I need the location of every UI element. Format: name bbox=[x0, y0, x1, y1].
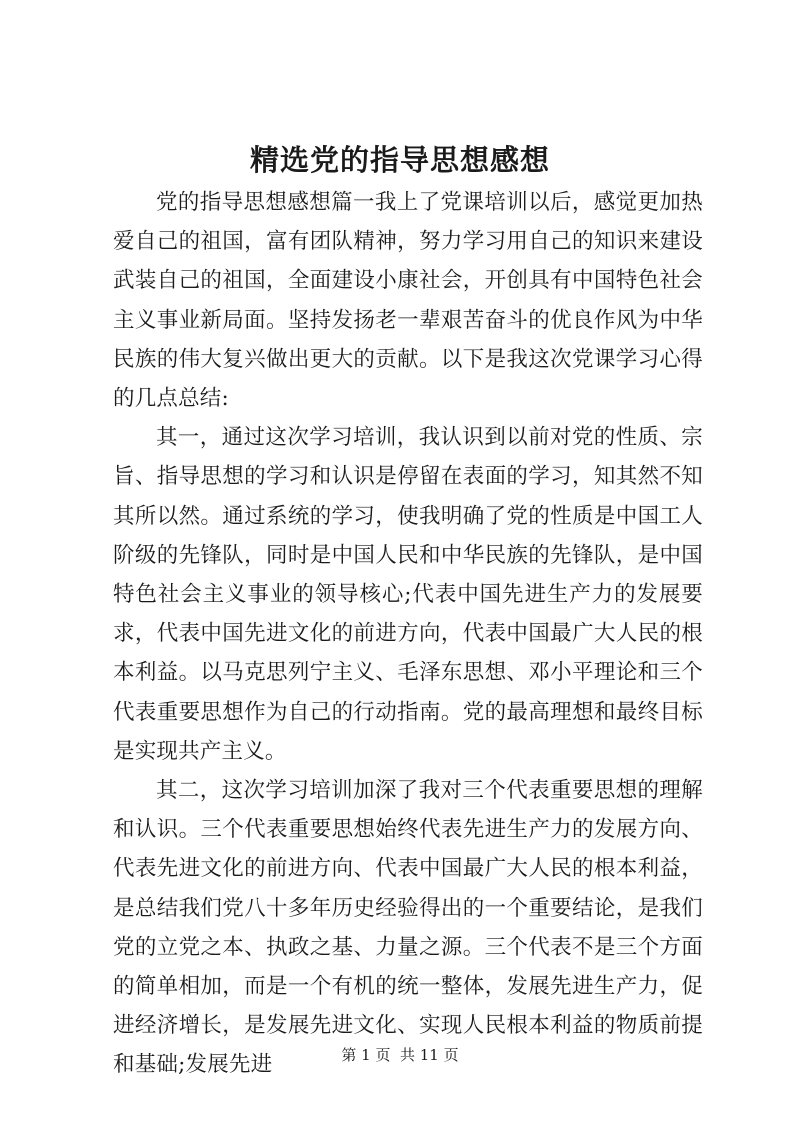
page-footer bbox=[0, 1045, 800, 1065]
document-title: 精选党的指导思想感想 bbox=[249, 143, 550, 177]
page-number: 第 1 页 共 11 页 bbox=[341, 1046, 459, 1064]
paragraph-3: 其二，这次学习培训加深了我对三个代表重要思想的理解和认识。三个代表重要思想始终代表先进生产力的发展方向、代表先进文化的前进方向、代表中国最广大人民的根本利益，是总结我们党八十多年历史经验得出的一个重要结论，是我们党的立党之本、执政之基、力量之源。三个代表不是三个方面的简单相加，而是一个有机的统一整体，发展先进生产力，促进经济增长，是发展先进文化、实现人民根本利益的物质前提和基础;发展先进 bbox=[113, 778, 703, 1078]
paragraph-2: 其一，通过这次学习培训，我认识到以前对党的性质、宗旨、指导思想的学习和认识是停留在表面的学习，知其然不知其所以然。通过系统的学习，使我明确了党的性质是中国工人阶级的先锋队，同时是中国人民和中华民族的先锋队，是中国特色社会主义事业的领导核心;代表中国先进生产力的发展要求，代表中国先进文化的前进方向，代表中国最广大人民的根本利益。以马克思列宁主义、毛泽东思想、邓小平理论和三个代表重要思想作为自己的行动指南。党的最高理想和最终目标是实现共产主义。 bbox=[113, 425, 703, 764]
paragraph-1: 党的指导思想感想篇一我上了党课培训以后，感觉更加热爱自己的祖国，富有团队精神，努力学习用自己的知识来建设武装自己的祖国，全面建设小康社会，开创具有中国特色社会主义事业新局面。坚持发扬老一辈艰苦奋斗的优良作风为中华民族的伟大复兴做出更大的贡献。以下是我这次党课学习心得的几点总结: bbox=[113, 190, 703, 412]
document-body bbox=[113, 183, 703, 1085]
